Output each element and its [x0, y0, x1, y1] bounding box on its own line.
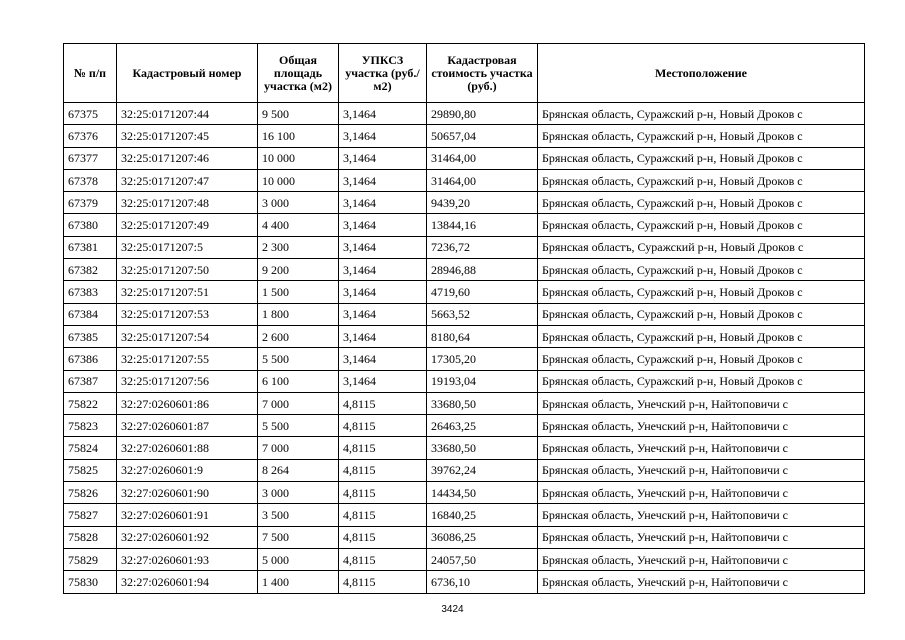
cell-cadastral-value: 7236,72 — [427, 236, 538, 258]
cell-area: 4 400 — [258, 214, 339, 236]
cell-cadastral-number: 32:27:0260601:86 — [117, 392, 258, 414]
cell-cadastral-number: 32:25:0171207:46 — [117, 147, 258, 169]
table-row — [64, 392, 865, 414]
table-row — [64, 125, 865, 147]
cell-upksz: 4,8115 — [339, 459, 427, 481]
cell-upksz: 3,1464 — [339, 169, 427, 191]
cell-number: 75826 — [64, 482, 117, 504]
cell-cadastral-value: 28946,88 — [427, 259, 538, 281]
cell-area: 1 500 — [258, 281, 339, 303]
cell-cadastral-value: 4719,60 — [427, 281, 538, 303]
cell-area: 7 500 — [258, 526, 339, 548]
cell-cadastral-value: 14434,50 — [427, 482, 538, 504]
table-row — [64, 325, 865, 347]
table-row — [64, 303, 865, 325]
cell-location: Брянская область, Суражский р-н, Новый Дроков с — [538, 169, 865, 191]
table-row — [64, 259, 865, 281]
cell-area: 5 500 — [258, 415, 339, 437]
col-header-cadastral-value: Кадастровая стоимость участка (руб.) — [427, 44, 538, 103]
table-row — [64, 459, 865, 481]
cell-cadastral-value: 29890,80 — [427, 103, 538, 125]
cell-cadastral-value: 36086,25 — [427, 526, 538, 548]
cell-number: 75829 — [64, 548, 117, 570]
cell-upksz: 3,1464 — [339, 192, 427, 214]
cell-upksz: 3,1464 — [339, 236, 427, 258]
cell-cadastral-value: 24057,50 — [427, 548, 538, 570]
cell-cadastral-value: 13844,16 — [427, 214, 538, 236]
cell-number: 75827 — [64, 504, 117, 526]
cell-area: 10 000 — [258, 169, 339, 191]
cell-number: 67380 — [64, 214, 117, 236]
cell-area: 16 100 — [258, 125, 339, 147]
cell-number: 67383 — [64, 281, 117, 303]
cell-cadastral-value: 16840,25 — [427, 504, 538, 526]
cell-cadastral-number: 32:25:0171207:54 — [117, 325, 258, 347]
cell-number: 75823 — [64, 415, 117, 437]
cell-cadastral-value: 17305,20 — [427, 348, 538, 370]
cell-cadastral-value: 50657,04 — [427, 125, 538, 147]
cell-location: Брянская область, Унечский р-н, Найтоповичи с — [538, 526, 865, 548]
cell-cadastral-number: 32:27:0260601:91 — [117, 504, 258, 526]
cell-area: 7 000 — [258, 392, 339, 414]
cell-number: 75822 — [64, 392, 117, 414]
cell-area: 8 264 — [258, 459, 339, 481]
cell-upksz: 3,1464 — [339, 281, 427, 303]
cell-location: Брянская область, Суражский р-н, Новый Дроков с — [538, 214, 865, 236]
cell-cadastral-number: 32:27:0260601:87 — [117, 415, 258, 437]
cell-upksz: 3,1464 — [339, 370, 427, 392]
col-header-area: Общая площадь участка (м2) — [258, 44, 339, 103]
table-row — [64, 281, 865, 303]
cell-cadastral-value: 6736,10 — [427, 571, 538, 593]
cell-upksz: 4,8115 — [339, 415, 427, 437]
cell-location: Брянская область, Суражский р-н, Новый Дроков с — [538, 303, 865, 325]
table-row — [64, 103, 865, 125]
cell-cadastral-number: 32:27:0260601:88 — [117, 437, 258, 459]
cell-area: 1 400 — [258, 571, 339, 593]
col-header-cadastral-number: Кадастровый номер — [117, 44, 258, 103]
cell-area: 3 500 — [258, 504, 339, 526]
cell-number: 67385 — [64, 325, 117, 347]
table-row — [64, 370, 865, 392]
cell-upksz: 3,1464 — [339, 303, 427, 325]
cell-location: Брянская область, Суражский р-н, Новый Дроков с — [538, 125, 865, 147]
cell-area: 1 800 — [258, 303, 339, 325]
cell-number: 75825 — [64, 459, 117, 481]
cell-location: Брянская область, Суражский р-н, Новый Дроков с — [538, 281, 865, 303]
cell-upksz: 3,1464 — [339, 348, 427, 370]
cell-number: 67382 — [64, 259, 117, 281]
cell-cadastral-number: 32:25:0171207:47 — [117, 169, 258, 191]
cell-location: Брянская область, Унечский р-н, Найтоповичи с — [538, 437, 865, 459]
cell-location: Брянская областъ, Суражский р-н, Новый Дроков с — [538, 236, 865, 258]
cell-cadastral-value: 8180,64 — [427, 325, 538, 347]
cell-location: Брянская область, Суражский р-н, Новый Дроков с — [538, 259, 865, 281]
cell-upksz: 3,1464 — [339, 259, 427, 281]
table-row — [64, 415, 865, 437]
cell-cadastral-number: 32:25:0171207:45 — [117, 125, 258, 147]
cell-area: 2 600 — [258, 325, 339, 347]
cell-cadastral-number: 32:25:0171207:48 — [117, 192, 258, 214]
col-header-location: Местоположение — [538, 44, 865, 103]
cell-cadastral-value: 39762,24 — [427, 459, 538, 481]
table-row — [64, 147, 865, 169]
cell-location: Брянская область, Унечский р-н, Найтоповичи с — [538, 415, 865, 437]
cell-cadastral-value: 5663,52 — [427, 303, 538, 325]
cell-cadastral-value: 33680,50 — [427, 392, 538, 414]
cell-number: 67387 — [64, 370, 117, 392]
cell-number: 67379 — [64, 192, 117, 214]
cell-number: 67375 — [64, 103, 117, 125]
cell-number: 75824 — [64, 437, 117, 459]
cell-location: Брянская область, Суражский р-н, Новый Дроков с — [538, 325, 865, 347]
cell-number: 75828 — [64, 526, 117, 548]
cell-upksz: 3,1464 — [339, 125, 427, 147]
header-row — [64, 44, 865, 103]
table-row — [64, 437, 865, 459]
cell-number: 75830 — [64, 571, 117, 593]
cell-cadastral-value: 19193,04 — [427, 370, 538, 392]
cell-cadastral-number: 32:25:0171207:51 — [117, 281, 258, 303]
table-header — [64, 44, 865, 103]
cell-cadastral-value: 31464,00 — [427, 169, 538, 191]
table-row — [64, 571, 865, 593]
cell-cadastral-number: 32:27:0260601:9 — [117, 459, 258, 481]
cell-number: 67377 — [64, 147, 117, 169]
cell-number: 67386 — [64, 348, 117, 370]
cell-location: Брянская область, Суражский р-н, Новый Дроков с — [538, 348, 865, 370]
cell-upksz: 3,1464 — [339, 214, 427, 236]
table-row — [64, 236, 865, 258]
cell-area: 7 000 — [258, 437, 339, 459]
cell-cadastral-value: 31464,00 — [427, 147, 538, 169]
table-row — [64, 169, 865, 191]
cell-upksz: 3,1464 — [339, 103, 427, 125]
cell-cadastral-number: 32:27:0260601:94 — [117, 571, 258, 593]
cell-location: Брянская область, Суражский р-н, Новый Дроков с — [538, 147, 865, 169]
cell-upksz: 4,8115 — [339, 482, 427, 504]
cell-location: Брянская область, Суражский р-н, Новый Дроков с — [538, 370, 865, 392]
cell-area: 5 000 — [258, 548, 339, 570]
cell-location: Брянская область, Унечский р-н, Найтоповичи с — [538, 504, 865, 526]
cell-upksz: 3,1464 — [339, 325, 427, 347]
cell-cadastral-number: 32:25:0171207:50 — [117, 259, 258, 281]
table-row — [64, 348, 865, 370]
cell-upksz: 4,8115 — [339, 504, 427, 526]
cell-number: 67384 — [64, 303, 117, 325]
cell-location: Брянская область, Унечский р-н, Найтоповичи с — [538, 392, 865, 414]
cell-number: 67376 — [64, 125, 117, 147]
cell-cadastral-number: 32:25:0171207:55 — [117, 348, 258, 370]
cell-cadastral-value: 9439,20 — [427, 192, 538, 214]
cadastral-table — [63, 43, 865, 594]
table-row — [64, 482, 865, 504]
table-body — [64, 103, 865, 594]
cell-area: 5 500 — [258, 348, 339, 370]
cell-location: Брянская область, Унечский р-н, Найтоповичи с — [538, 482, 865, 504]
cell-upksz: 3,1464 — [339, 147, 427, 169]
cell-area: 3 000 — [258, 192, 339, 214]
col-header-upksz: УПКСЗ участка (руб./м2) — [339, 44, 427, 103]
cell-number: 67378 — [64, 169, 117, 191]
cell-area: 3 000 — [258, 482, 339, 504]
cell-area: 10 000 — [258, 147, 339, 169]
table-row — [64, 548, 865, 570]
cell-location: Брянская область, Унечский р-н, Найтоповичи с — [538, 459, 865, 481]
cell-upksz: 4,8115 — [339, 437, 427, 459]
cell-cadastral-number: 32:25:0171207:5 — [117, 236, 258, 258]
table-row — [64, 526, 865, 548]
table-row — [64, 504, 865, 526]
cell-location: Брянская область, Унечский р-н, Найтоповичи с — [538, 548, 865, 570]
cell-upksz: 4,8115 — [339, 571, 427, 593]
cell-cadastral-number: 32:25:0171207:56 — [117, 370, 258, 392]
cell-cadastral-number: 32:25:0171207:44 — [117, 103, 258, 125]
cell-cadastral-number: 32:27:0260601:90 — [117, 482, 258, 504]
cell-cadastral-value: 33680,50 — [427, 437, 538, 459]
cell-area: 9 500 — [258, 103, 339, 125]
cell-area: 6 100 — [258, 370, 339, 392]
cell-location: Брянская область, Суражский р-н, Новый Дроков с — [538, 103, 865, 125]
cell-upksz: 4,8115 — [339, 392, 427, 414]
cell-area: 2 300 — [258, 236, 339, 258]
cell-cadastral-value: 26463,25 — [427, 415, 538, 437]
cell-cadastral-number: 32:27:0260601:93 — [117, 548, 258, 570]
cell-cadastral-number: 32:27:0260601:92 — [117, 526, 258, 548]
table-row — [64, 192, 865, 214]
cell-area: 9 200 — [258, 259, 339, 281]
table-row — [64, 214, 865, 236]
cell-upksz: 4,8115 — [339, 548, 427, 570]
cell-upksz: 4,8115 — [339, 526, 427, 548]
col-header-number: № п/п — [64, 44, 117, 103]
cell-location: Брянская область, Суражский р-н, Новый Дроков с — [538, 192, 865, 214]
cell-cadastral-number: 32:25:0171207:49 — [117, 214, 258, 236]
cell-cadastral-number: 32:25:0171207:53 — [117, 303, 258, 325]
page-number: 3424 — [441, 604, 464, 615]
cell-location: Брянская область, Унечский р-н, Найтоповичи с — [538, 571, 865, 593]
cell-number: 67381 — [64, 236, 117, 258]
